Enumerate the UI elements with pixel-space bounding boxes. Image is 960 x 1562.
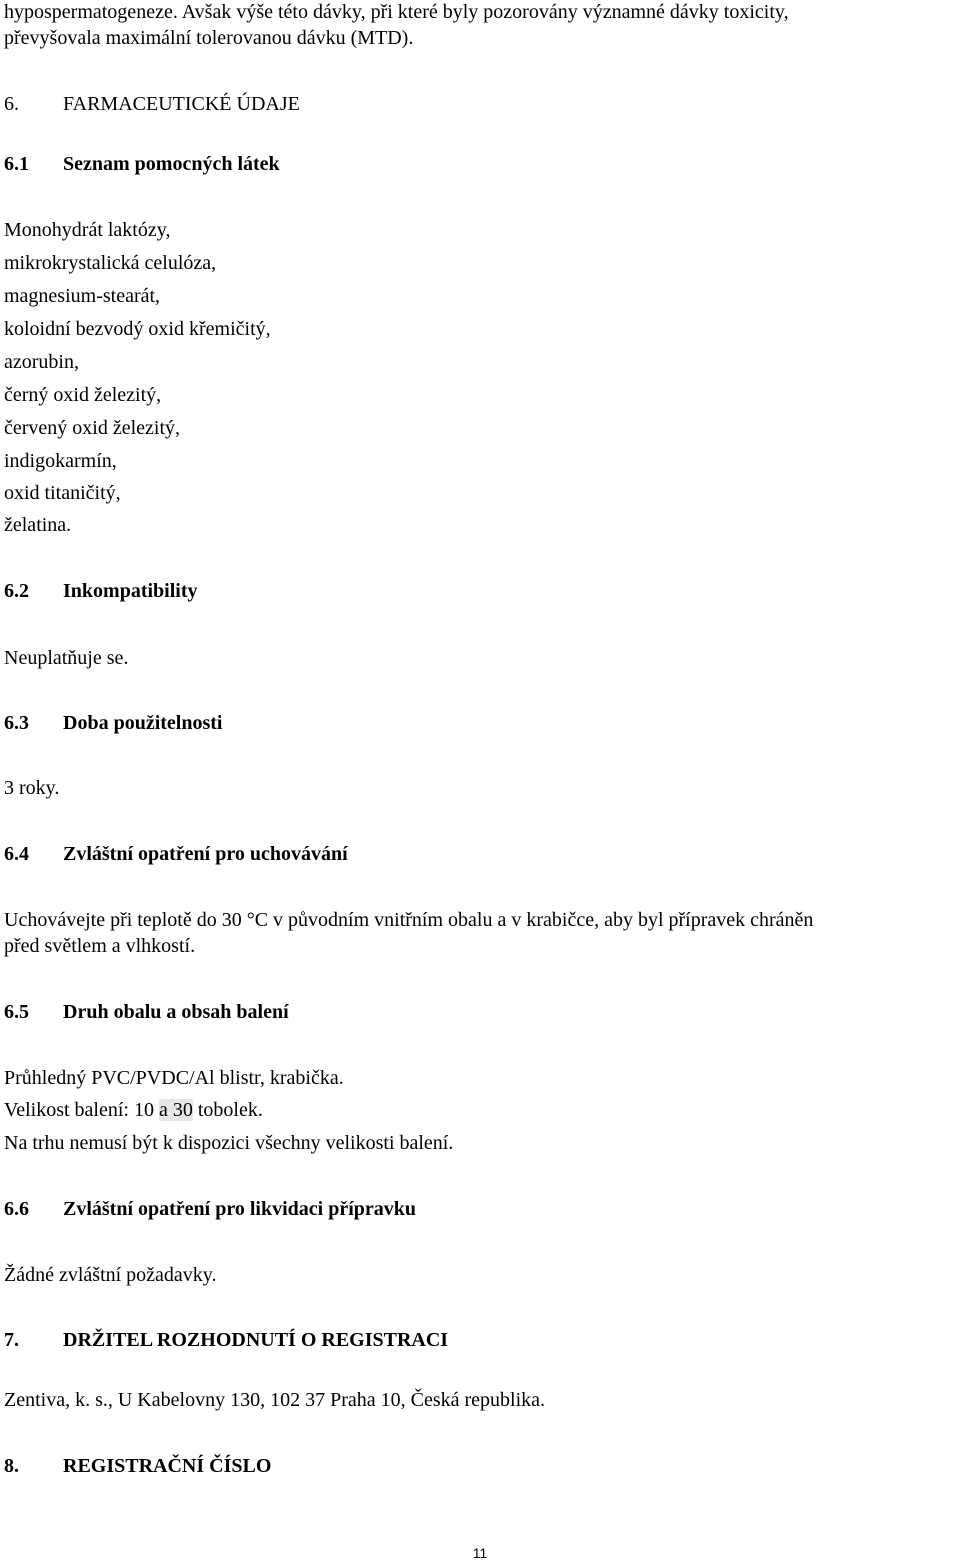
section-6-1-number: 6.1 — [4, 153, 29, 175]
excipient-item: Monohydrát laktózy, — [4, 219, 171, 241]
section-6-5-line-2 — [4, 1098, 263, 1122]
section-7-title: DRŽITEL ROZHODNUTÍ O REGISTRACI — [63, 1329, 449, 1351]
pack-size-unit: tobolek. — [192, 1099, 263, 1121]
section-6-5-heading — [4, 1000, 289, 1024]
section-6-5-line-3: Na trhu nemusí být k dispozici všechny velikosti balení. — [4, 1132, 454, 1154]
excipient-item: černý oxid železitý, — [4, 384, 162, 406]
section-6-5-title: Druh obalu a obsah balení — [63, 1001, 289, 1023]
section-6-3-number: 6.3 — [4, 712, 29, 734]
section-6-2-text: Neuplatňuje se. — [4, 647, 129, 669]
section-6-6-heading — [4, 1197, 416, 1221]
section-6-heading — [4, 92, 300, 116]
section-7-heading — [4, 1328, 448, 1352]
section-6-3-text: 3 roky. — [4, 777, 60, 799]
section-6-4-line-1: Uchovávejte při teplotě do 30 °C v původním vnitřním obalu a v krabičce, aby byl přípravek chráněn — [4, 909, 814, 931]
excipient-item: mikrokrystalická celulóza, — [4, 252, 217, 274]
excipient-item: koloidní bezvodý oxid křemičitý, — [4, 318, 271, 340]
section-8-number: 8. — [4, 1455, 19, 1477]
section-8-heading — [4, 1454, 271, 1478]
pack-size-highlight: a 30 — [158, 1099, 193, 1121]
excipient-item: azorubin, — [4, 351, 79, 373]
section-6-1-heading — [4, 152, 280, 176]
section-6-3-title: Doba použitelnosti — [63, 712, 223, 734]
section-7-text: Zentiva, k. s., U Kabelovny 130, 102 37 Praha 10, Česká republika. — [4, 1389, 546, 1411]
excipient-item: indigokarmín, — [4, 450, 117, 472]
section-6-4-number: 6.4 — [4, 843, 29, 865]
section-6-2-title: Inkompatibility — [63, 580, 198, 602]
intro-line-2: převyšovala maximální tolerovanou dávku (MTD). — [4, 27, 414, 49]
excipient-item: želatina. — [4, 514, 72, 536]
page-number: 11 — [472, 1545, 488, 1561]
section-6-4-title: Zvláštní opatření pro uchovávání — [63, 843, 348, 865]
section-6-3-heading — [4, 711, 222, 735]
section-6-5-line-1: Průhledný PVC/PVDC/Al blistr, krabička. — [4, 1067, 344, 1089]
section-6-title: FARMACEUTICKÉ ÚDAJE — [63, 93, 300, 115]
excipient-item: červený oxid železitý, — [4, 417, 181, 439]
section-6-4-heading — [4, 842, 348, 866]
section-6-2-number: 6.2 — [4, 580, 29, 602]
excipient-item: oxid titaničitý, — [4, 482, 121, 504]
pack-size-text: Velikost balení: 10 — [4, 1099, 159, 1121]
section-6-6-text: Žádné zvláštní požadavky. — [4, 1264, 217, 1286]
section-6-4-line-2: před světlem a vlhkostí. — [4, 935, 196, 957]
section-6-6-title: Zvláštní opatření pro likvidaci přípravku — [63, 1198, 417, 1220]
section-6-6-number: 6.6 — [4, 1198, 29, 1220]
section-6-5-number: 6.5 — [4, 1001, 29, 1023]
section-6-number: 6. — [4, 93, 19, 115]
section-7-number: 7. — [4, 1329, 19, 1351]
excipient-item: magnesium-stearát, — [4, 285, 161, 307]
intro-line-1: hypospermatogeneze. Avšak výše této dávky, při které byly pozorovány významné dávky toxicity, — [4, 1, 789, 23]
section-6-2-heading — [4, 579, 197, 603]
section-8-title: REGISTRAČNÍ ČÍSLO — [63, 1455, 272, 1477]
section-6-1-title: Seznam pomocných látek — [63, 153, 280, 175]
